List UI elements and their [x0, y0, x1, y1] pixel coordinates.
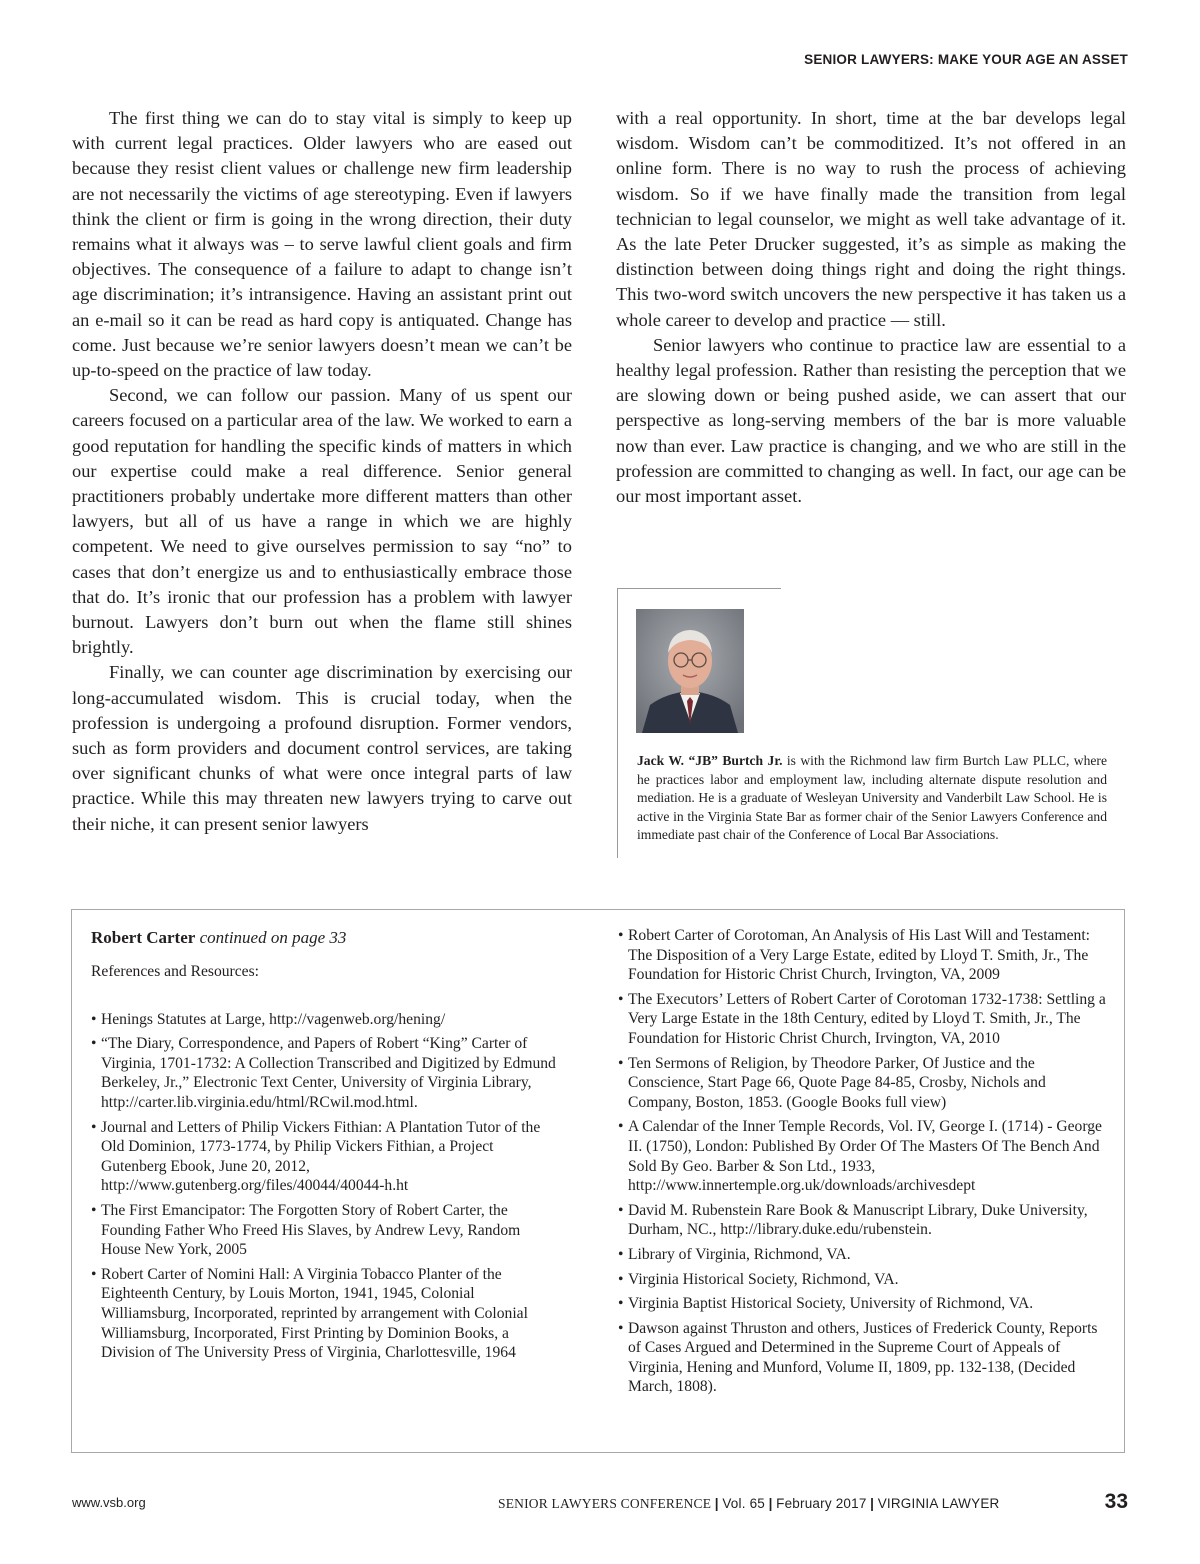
bio-description: is with the Richmond law firm Burtch Law PLLC, where he practices labor and employment law, including alternate dispute resolution and mediation. He is a graduate of Wesleyan University and Vanderbilt Law School. He is active in the Virginia State Bar as former chair of the Senior Lawyers Conference and immediate past chair of the Conference of Local Bar Associations. — [637, 753, 1107, 843]
reference-item: • David M. Rubenstein Rare Book & Manuscript Library, Duke University, Durham, NC., http://library.duke.edu/rubenstein. — [618, 1201, 1088, 1239]
page-number: 33 — [1104, 1490, 1128, 1513]
bullet-icon: • — [618, 1245, 624, 1263]
footer-separator: | — [768, 1496, 773, 1511]
bullet-icon: • — [91, 1265, 97, 1283]
bullet-icon: • — [618, 1201, 624, 1219]
reference-item: • Journal and Letters of Philip Vickers Fithian: A Plantation Tutor of the Old Dominion, 1773-1774, by Philip Vickers Fithian, a Project Gutenberg Ebook, June 20, 2012, http://www.gutenberg.org/files/40044/40044-h.ht — [91, 1118, 541, 1195]
bullet-icon: • — [91, 1201, 97, 1219]
footer-volume: Vol. 65 — [722, 1496, 766, 1511]
references-column-left — [91, 926, 561, 1368]
reference-list-left — [91, 1010, 561, 1363]
reference-item: • Library of Virginia, Richmond, VA. — [618, 1245, 851, 1263]
bullet-icon: • — [618, 1319, 624, 1337]
bullet-icon: • — [618, 1118, 624, 1136]
reference-item: • Ten Sermons of Religion, by Theodore Parker, Of Justice and the Conscience, Start Page 66, Quote Page 84-85, Crosby, Nichols and Company, Boston, 1853. (Google Books full view) — [618, 1054, 1046, 1111]
reference-item: • The Executors’ Letters of Robert Carter of Corotoman 1732-1738: Settling a Very Large Estate in the 18th Century, edited by Lloyd T. Smith, Jr., The Foundation for Historic Christ Church, Irvington, VA, 2010 — [618, 990, 1106, 1047]
references-column-right — [618, 926, 1112, 1402]
bullet-icon: • — [91, 1118, 97, 1136]
reference-item: • Henings Statutes at Large, http://vagenweb.org/hening/ — [91, 1010, 446, 1028]
article-paragraph: The first thing we can do to stay vital is simply to keep up with current legal practices. Older lawyers who are eased out because they resist client values or challenge new firm leadership are not necessarily the victims of age stereotyping. Even if lawyers think the client or firm is going in the wrong direction, their duty remains what it always was – to serve lawful client goals and firm objectives. The consequence of a failure to adapt to change isn’t age discrimination; it’s intransigence. Having an assistant print out an e-mail so it can be read as hard copy is antiquated. Change has come. Just because we’re senior lawyers doesn’t mean we can’t be up-to-speed on the practice of law today. — [72, 108, 572, 381]
article-paragraph: Second, we can follow our passion. Many of us spent our careers focused on a particular area of the law. We worked to earn a good reputation for handling the specific kinds of matters in which our expertise could make a real difference. Senior general practitioners probably undertake more different matters than other lawyers, but all of us have a range in which we are highly competent. We need to give ourselves permission to say “no” to cases that don’t energize us and to enthusiastically embrace those that do. It’s ironic that our profession has a problem with lawyer burnout. Lawyers don’t burn out when the flame still shines brightly. — [72, 385, 572, 658]
footer-separator: | — [870, 1496, 875, 1511]
bullet-icon: • — [618, 990, 624, 1008]
bio-text — [637, 752, 1107, 845]
bio-rule-left — [617, 588, 618, 858]
footer-date: February 2017 — [776, 1496, 867, 1511]
references-title — [91, 926, 561, 950]
footer-publication — [498, 1496, 999, 1512]
bullet-icon: • — [618, 927, 624, 944]
reference-item: • Virginia Baptist Historical Society, University of Richmond, VA. — [618, 1295, 1034, 1313]
footer-separator: | — [714, 1496, 719, 1511]
bullet-icon: • — [91, 1010, 97, 1028]
reference-item: • Dawson against Thruston and others, Justices of Frederick County, Reports of Cases Argued and Determined in the Supreme Court of Appeals of Virginia, Hening and Munford, Volume II, 1809, pp. 132-138, (Decided March, 1808). — [618, 1319, 1098, 1396]
article-paragraph: with a real opportunity. In short, time at the bar develops legal wisdom. Wisdom can’t be commoditized. It’s not offered in an online form. There is no way to rush the process of achieving wisdom. So if we have finally made the transition from legal technician to legal counselor, we might as well take advantage of it. As the late Peter Drucker suggested, it’s as simple as making the distinction between doing things right and doing the right things. This two-word switch uncovers the new perspective it has taken us a whole career to develop and practice — still. — [616, 108, 1126, 330]
reference-item: • Robert Carter of Corotoman, An Analysis of His Last Will and Testament: The Disposition of a Very Large Estate, edited by Lloyd T. Smith, Jr., The Foundation for Historic Christ Church, Irvington, VA, 2009 — [618, 927, 1090, 984]
bio-name: Jack W. “JB” Burtch Jr. — [637, 753, 783, 768]
footer-magazine: VIRGINIA LAWYER — [877, 1496, 1000, 1511]
bullet-icon: • — [618, 1295, 624, 1313]
reference-item: • A Calendar of the Inner Temple Records, Vol. IV, George I. (1714) - George II. (1750), London: Published By Order Of The Masters Of The Bench And Sold By Geo. Barber & Son Ltd., 1933, http://www.innertemple.org.uk/downloads/archivesdept — [618, 1118, 1102, 1195]
reference-list-right — [618, 926, 1112, 1397]
footer-conference: SENIOR LAWYERS CONFERENCE — [498, 1496, 712, 1511]
running-head: SENIOR LAWYERS: MAKE YOUR AGE AN ASSET — [804, 52, 1128, 67]
article-paragraph: Finally, we can counter age discrimination by exercising our long-accumulated wisdom. This is crucial today, when the profession is undergoing a profound disruption. Former vendors, such as form providers and document control services, are taking over significant chunks of what were once integral parts of law practice. While this may threaten new lawyers trying to carve out their niche, it can present senior lawyers — [72, 662, 572, 834]
bullet-icon: • — [91, 1035, 97, 1053]
author-photo — [636, 609, 744, 733]
article-paragraph: Senior lawyers who continue to practice law are essential to a healthy legal profession. Rather than resisting the perception that we are slowing down or being pushed aside, we can assert that our perspective as long-serving members of the bar is more valuable now than ever. Law practice is changing, and we who are still in the profession are committed to changing as well. In fact, our age can be our most important asset. — [616, 334, 1126, 507]
bullet-icon: • — [618, 1270, 624, 1288]
bio-rule-top — [617, 588, 781, 589]
reference-item: • Virginia Historical Society, Richmond, VA. — [618, 1270, 899, 1288]
author-portrait-image — [636, 609, 744, 733]
references-subtitle: References and Resources: — [91, 963, 259, 980]
reference-item: • “The Diary, Correspondence, and Papers of Robert “King” Carter of Virginia, 1701-1732: A Collection Transcribed and Digitized by Edmund Berkeley, Jr.,” Electronic Text Center, University of Virginia Library, http://carter.lib.virginia.edu/html/RCwil.mod.html. — [91, 1035, 556, 1111]
article-column-left — [72, 106, 572, 837]
author-bio — [617, 588, 1137, 858]
footer-website[interactable]: www.vsb.org — [72, 1495, 146, 1510]
reference-item: • The First Emancipator: The Forgotten Story of Robert Carter, the Founding Father Who Freed His Slaves, by Andrew Levy, Random House New York, 2005 — [91, 1201, 521, 1259]
references-box — [71, 909, 1125, 1453]
references-title-italic: continued on page 33 — [199, 928, 347, 947]
references-title-bold: Robert Carter — [91, 928, 196, 947]
article-column-right — [616, 106, 1126, 509]
reference-item: • Robert Carter of Nomini Hall: A Virginia Tobacco Planter of the Eighteenth Century, by Louis Morton, 1941, 1945, Colonial Williamsburg, Incorporated, reprinted by arrangement with Colonial Williamsburg, Incorporated, First Printing by Dominion Books, a Division of The University Press of Virginia, Charlottesville, 1964 — [91, 1265, 528, 1362]
bullet-icon: • — [618, 1054, 624, 1072]
